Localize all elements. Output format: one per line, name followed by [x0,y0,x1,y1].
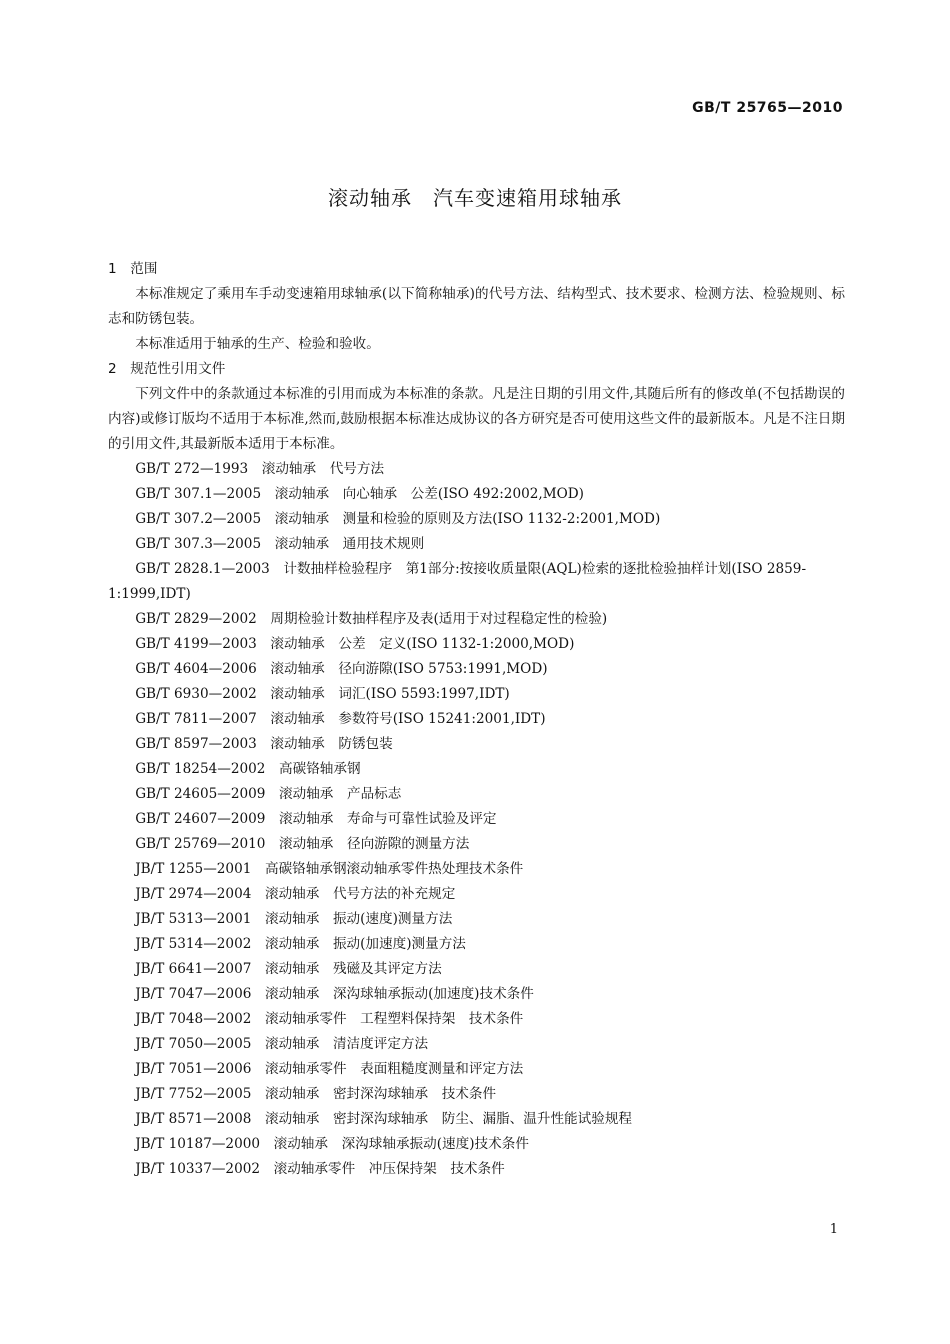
document-body [108,257,845,1182]
section-2-intro: 下列文件中的条款通过本标准的引用而成为本标准的条款。凡是注日期的引用文件,其随后所有的修改单(不包括勘误的内容)或修订版均不适用于本标准,然而,鼓励根据本标准达成协议的各方研究是否可使用这些文件的最新版本。凡是不注日期的引用文件,其最新版本适用于本标准。 [108,386,845,452]
reference-item: JB/T 7752—2005 滚动轴承 密封深沟球轴承 技术条件 [135,1086,497,1102]
reference-item: GB/T 18254—2002 高碳铬轴承钢 [135,761,361,777]
reference-item: GB/T 4199—2003 滚动轴承 公差 定义(ISO 1132-1:2000,MOD) [135,636,575,652]
reference-item: JB/T 7048—2002 滚动轴承零件 工程塑料保持架 技术条件 [135,1011,524,1027]
reference-item: JB/T 5314—2002 滚动轴承 振动(加速度)测量方法 [135,936,466,952]
reference-item: GB/T 7811—2007 滚动轴承 参数符号(ISO 15241:2001,IDT) [135,711,546,727]
reference-item: GB/T 4604—2006 滚动轴承 径向游隙(ISO 5753:1991,MOD) [135,661,548,677]
section-1-heading: 1 范围 [108,261,158,277]
reference-item: JB/T 7051—2006 滚动轴承零件 表面粗糙度测量和评定方法 [135,1061,524,1077]
reference-item: JB/T 10337—2002 滚动轴承零件 冲压保持架 技术条件 [135,1161,505,1177]
reference-item: GB/T 6930—2002 滚动轴承 词汇(ISO 5593:1997,IDT) [135,686,510,702]
section-1-paragraph: 本标准规定了乘用车手动变速箱用球轴承(以下简称轴承)的代号方法、结构型式、技术要求、检测方法、检验规则、标志和防锈包装。 [108,286,845,327]
reference-item: JB/T 1255—2001 高碳铬轴承钢滚动轴承零件热处理技术条件 [135,861,524,877]
reference-list [108,457,845,1182]
reference-item: GB/T 24607—2009 滚动轴承 寿命与可靠性试验及评定 [135,811,497,827]
reference-item: GB/T 2829—2002 周期检验计数抽样程序及表(适用于对过程稳定性的检验) [135,611,608,627]
standard-number: GB/T 25765—2010 [692,100,843,116]
reference-item: JB/T 7047—2006 滚动轴承 深沟球轴承振动(加速度)技术条件 [135,986,534,1002]
page-number: 1 [829,1222,838,1237]
reference-item: GB/T 8597—2003 滚动轴承 防锈包装 [135,736,393,752]
reference-item: GB/T 272—1993 滚动轴承 代号方法 [135,461,385,477]
reference-item: JB/T 2974—2004 滚动轴承 代号方法的补充规定 [135,886,456,902]
document-title: 滚动轴承 汽车变速箱用球轴承 [328,186,622,210]
reference-item: JB/T 8571—2008 滚动轴承 密封深沟球轴承 防尘、漏脂、温升性能试验规程 [135,1111,633,1127]
section-2-heading: 2 规范性引用文件 [108,361,226,377]
reference-item: GB/T 24605—2009 滚动轴承 产品标志 [135,786,402,802]
reference-item: JB/T 7050—2005 滚动轴承 清洁度评定方法 [135,1036,429,1052]
reference-item: JB/T 5313—2001 滚动轴承 振动(速度)测量方法 [135,911,453,927]
reference-item: GB/T 25769—2010 滚动轴承 径向游隙的测量方法 [135,836,470,852]
reference-item: JB/T 10187—2000 滚动轴承 深沟球轴承振动(速度)技术条件 [135,1136,529,1152]
reference-item: GB/T 307.2—2005 滚动轴承 测量和检验的原则及方法(ISO 1132-2:2001,MOD) [135,511,661,527]
reference-item: GB/T 307.3—2005 滚动轴承 通用技术规则 [135,536,425,552]
reference-item: GB/T 307.1—2005 滚动轴承 向心轴承 公差(ISO 492:2002,MOD) [135,486,584,502]
reference-item: GB/T 2828.1—2003 计数抽样检验程序 第1部分:按接收质量限(AQL)检索的逐批检验抽样计划(ISO 2859-1:1999,IDT) [108,561,807,602]
reference-item: JB/T 6641—2007 滚动轴承 残磁及其评定方法 [135,961,442,977]
section-1-paragraph: 本标准适用于轴承的生产、检验和验收。 [135,336,380,352]
